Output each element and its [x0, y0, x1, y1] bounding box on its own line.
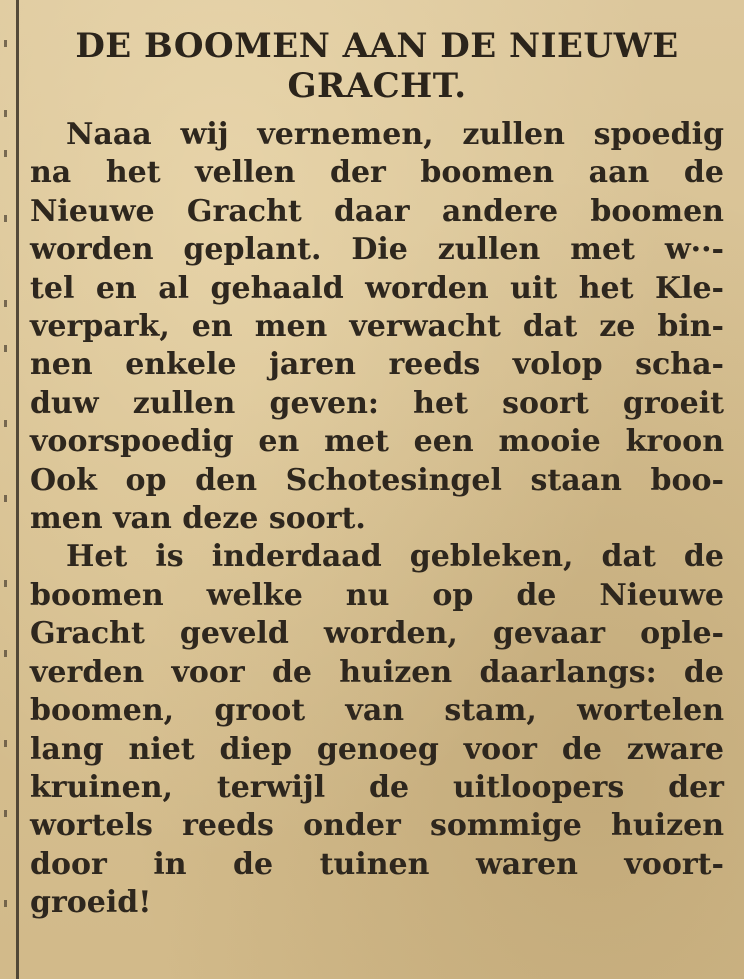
text-line: Naaa wij vernemen, zullen spoedig — [66, 117, 724, 152]
column-rule — [16, 0, 19, 979]
text-line: Nieuwe Gracht daar andere boomen — [30, 193, 724, 229]
text-line: kruinen, terwijl de uitloopers der — [30, 769, 724, 805]
text-line: lang niet diep genoeg voor de zware — [30, 731, 724, 767]
text-line: na het vellen der boomen aan de — [30, 155, 724, 191]
text-line: Ook op den Schotesingel staan boo- — [30, 462, 724, 498]
article-headline — [30, 26, 724, 106]
text-line: Gracht geveld worden, gevaar ople- — [30, 616, 724, 652]
news-article — [30, 26, 724, 923]
text-line: wortels reeds onder sommige huizen — [30, 808, 724, 844]
text-line: tel en al gehaald worden uit het Kle- — [30, 270, 724, 306]
text-line: Het is inderdaad gebleken, dat de — [66, 539, 724, 575]
text-line: nen enkele jaren reeds volop scha- — [30, 347, 724, 383]
text-line: voorspoedig en met een mooie kroon — [30, 424, 724, 460]
text-line: boomen welke nu op de Nieuwe — [30, 577, 724, 613]
headline-line-2: GRACHT. — [287, 66, 467, 106]
text-line: men van deze soort. — [30, 501, 366, 537]
article-paragraph-2 — [30, 538, 724, 922]
text-line: door in de tuinen waren voort- — [30, 846, 724, 882]
headline-line-1: DE BOOMEN AAN DE NIEUWE — [75, 26, 679, 66]
adjacent-column-fragments — [0, 0, 14, 979]
article-paragraph-1 — [30, 116, 724, 538]
text-line: groeid! — [30, 885, 152, 921]
text-line: verpark, en men verwacht dat ze bin- — [30, 309, 724, 345]
text-line: worden geplant. Die zullen met w··- — [30, 232, 724, 268]
text-line: boomen, groot van stam, wortelen — [30, 693, 724, 729]
text-line: duw zullen geven: het soort groeit — [30, 385, 724, 421]
text-line: verden voor de huizen daarlangs: de — [30, 654, 724, 690]
